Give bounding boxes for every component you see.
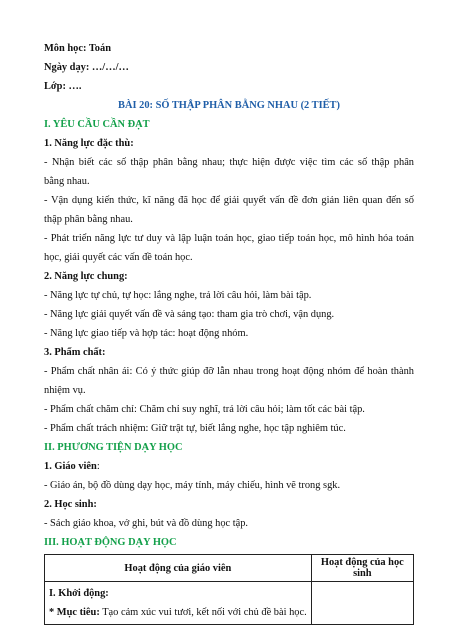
student-activity-cell: [311, 582, 413, 625]
goal-label: * Mục tiêu:: [49, 607, 100, 618]
paragraph: - Năng lực tự chủ, tự học: lắng nghe, trả lời câu hỏi, làm bài tập.: [44, 290, 312, 301]
table-header-row: [45, 555, 414, 582]
specific-competence-heading: 1. Năng lực đặc thù:: [44, 138, 134, 149]
activities-table: [44, 554, 414, 625]
paragraph: bằng nhau.: [44, 176, 90, 187]
goal-text: Tạo cảm xúc vui tươi, kết nối với chủ đề bài học.: [99, 607, 307, 618]
teacher-heading: 1. Giáo viên: [44, 461, 97, 472]
paragraph: - Phẩm chất chăm chỉ: Chăm chỉ suy nghĩ, trả lời câu hỏi; làm tốt các bài tập.: [44, 404, 365, 415]
section-1-heading: I. YÊU CẦU CẦN ĐẠT: [44, 119, 150, 130]
warmup-goal: [49, 603, 307, 622]
paragraph: - Phẩm chất trách nhiệm: Giữ trật tự, biết lắng nghe, học tập nghiêm túc.: [44, 423, 346, 434]
document-content: [44, 39, 414, 625]
paragraph: - Năng lực giao tiếp và hợp tác: hoạt động nhóm.: [44, 328, 249, 339]
teacher-activity-header: Hoạt động của giáo viên: [45, 555, 312, 582]
section-2-heading: II. PHƯƠNG TIỆN DẠY HỌC: [44, 442, 183, 453]
table-row: [45, 582, 414, 625]
student-heading: 2. Học sinh:: [44, 499, 97, 510]
teacher-heading-colon: :: [96, 461, 100, 472]
teacher-heading-line: [44, 457, 414, 476]
paragraph: nhiệm vụ.: [44, 385, 86, 396]
subject-line: Môn học: Toán: [44, 43, 111, 54]
paragraph: - Nhận biết các số thập phân bằng nhau; thực hiện được việc tìm các số thập phân: [44, 157, 414, 168]
paragraph: - Năng lực giải quyết vấn đề và sáng tạo: tham gia trò chơi, vận dụng.: [44, 309, 335, 320]
qualities-heading: 3. Phẩm chất:: [44, 347, 106, 358]
paragraph: thập phân bằng nhau.: [44, 214, 133, 225]
paragraph: - Giáo án, bộ đồ dùng dạy học, máy tính, máy chiếu, hình vẽ trong sgk.: [44, 480, 341, 491]
paragraph: học, giải quyết các vấn đề toán học.: [44, 252, 193, 263]
warmup-title: I. Khởi động:: [49, 588, 109, 599]
teacher-activity-cell: [45, 582, 312, 625]
paragraph: - Vận dụng kiến thức, kĩ năng đã học để giải quyết vấn đề đơn giản liên quan đến số: [44, 195, 414, 206]
paragraph: - Phẩm chất nhân ái: Có ý thức giúp đỡ lẫn nhau trong hoạt động nhóm để hoàn thành: [44, 366, 414, 377]
paragraph: - Phát triển năng lực tư duy và lập luận toán học, giao tiếp toán học, mô hình hóa toán: [44, 233, 414, 244]
student-activity-header: Hoạt động của học sinh: [311, 555, 413, 582]
class-line: Lớp: ….: [44, 81, 82, 92]
general-competence-heading: 2. Năng lực chung:: [44, 271, 128, 282]
lesson-title: BÀI 20: SỐ THẬP PHÂN BẰNG NHAU (2 TIẾT): [118, 100, 340, 111]
paragraph: - Sách giáo khoa, vở ghi, bút và đồ dùng học tập.: [44, 518, 249, 529]
section-3-heading: III. HOẠT ĐỘNG DẠY HỌC: [44, 537, 177, 548]
date-line: Ngày dạy: …/…/…: [44, 62, 129, 73]
